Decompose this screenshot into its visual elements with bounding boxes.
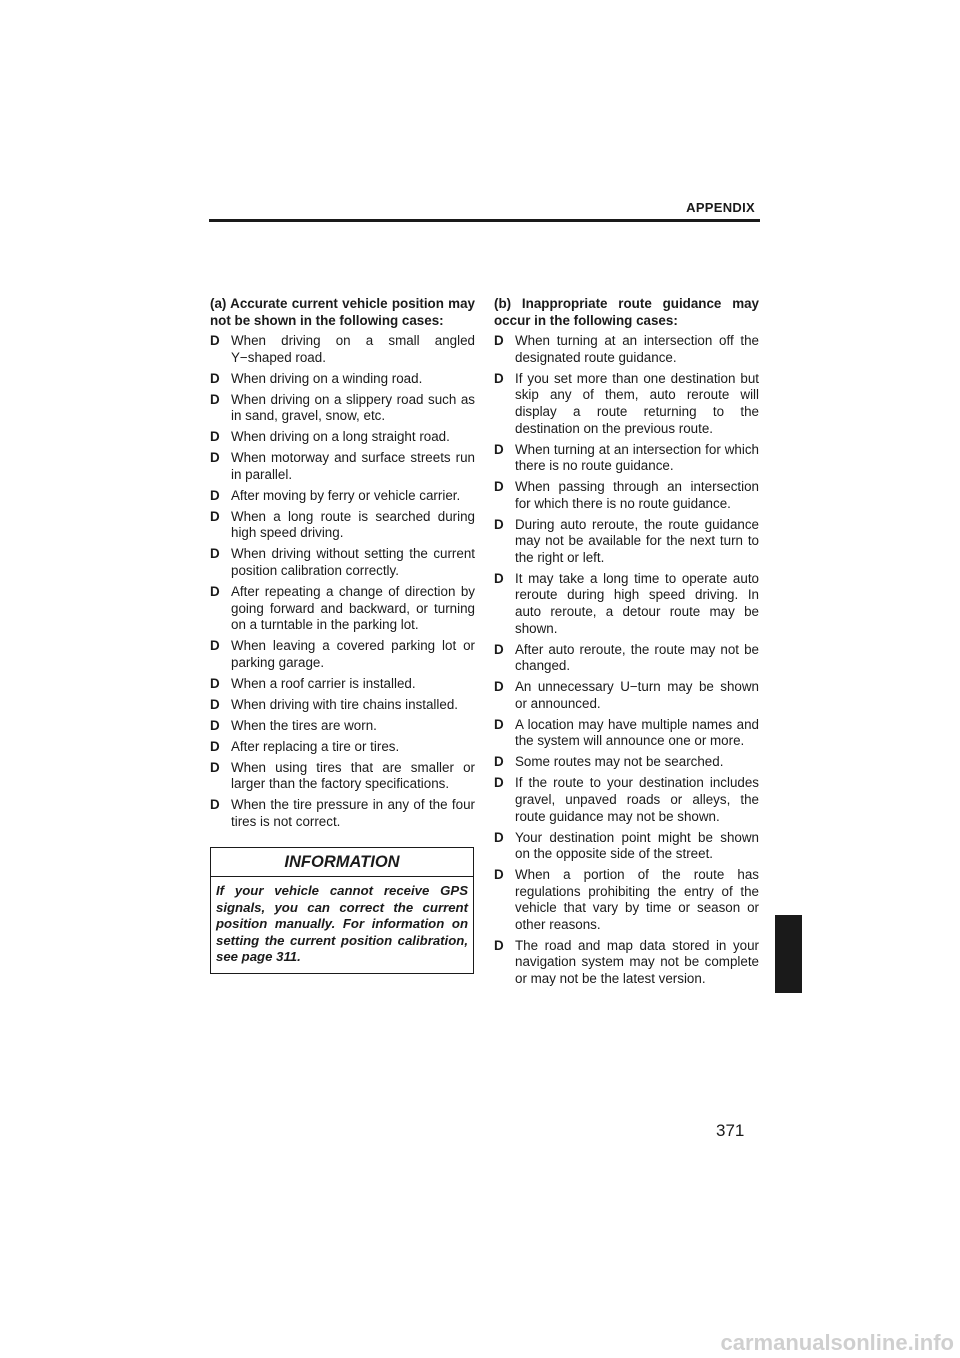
bullet-marker: D <box>494 570 504 586</box>
watermark: carmanualsonline.info <box>720 1330 954 1355</box>
list-item-text: When turning at an intersection off the designated route guidance. <box>515 333 759 365</box>
list-item <box>494 642 759 675</box>
list-item <box>494 479 759 512</box>
bullet-marker: D <box>210 638 220 654</box>
list-item-text: When driving on a small angled Y−shaped road. <box>231 333 475 365</box>
list-item-text: When a roof carrier is installed. <box>231 675 416 691</box>
list-item <box>494 442 759 475</box>
bullet-marker: D <box>494 829 504 845</box>
list-item <box>210 429 475 446</box>
information-body: If your vehicle cannot receive GPS signals, you can correct the current position manually. For information on setting the current position calibration, see page 311. <box>216 883 468 965</box>
list-item <box>494 938 759 988</box>
list-item-text: When motorway and surface streets run in parallel. <box>231 450 475 482</box>
list-item-text: During auto reroute, the route guidance may not be available for the next turn to the right or left. <box>515 516 759 565</box>
bullet-marker: D <box>494 679 504 695</box>
list-item <box>210 450 475 483</box>
bullet-marker: D <box>494 333 504 349</box>
list-item <box>494 830 759 863</box>
list-item-text: After moving by ferry or vehicle carrier. <box>231 487 461 503</box>
list-item-text: If you set more than one destination but skip any of them, auto reroute will display a route returning to the destination on the previous route. <box>515 370 759 436</box>
list-item-text: When driving on a slippery road such as in sand, gravel, snow, etc. <box>231 391 475 424</box>
bullet-marker: D <box>494 937 504 953</box>
list-item <box>210 488 475 505</box>
list-item <box>210 697 475 714</box>
bullet-marker: D <box>210 450 220 466</box>
bullet-marker: D <box>210 797 220 813</box>
list-item-text: Your destination point might be shown on the opposite side of the street. <box>515 829 759 862</box>
list-item-text: After replacing a tire or tires. <box>231 738 400 754</box>
list-item <box>210 718 475 735</box>
list-item <box>210 676 475 693</box>
list-item <box>210 584 475 634</box>
list-item <box>494 371 759 437</box>
bullet-marker: D <box>494 716 504 732</box>
bullet-marker: D <box>494 641 504 657</box>
bullet-marker: D <box>210 429 220 445</box>
bullet-marker: D <box>210 508 220 524</box>
left-column <box>210 296 475 974</box>
left-bullet-list <box>210 333 475 830</box>
list-item <box>210 638 475 671</box>
bullet-marker: D <box>210 738 220 754</box>
list-item <box>210 546 475 579</box>
list-item-text: When a portion of the route has regulations prohibiting the entry of the vehicle that vary by time or season or other reasons. <box>515 867 759 932</box>
bullet-marker: D <box>210 487 220 503</box>
page-number: 371 <box>716 1121 745 1140</box>
information-title: INFORMATION <box>211 848 473 877</box>
list-item <box>494 679 759 712</box>
section-label: APPENDIX <box>686 200 755 215</box>
bullet-marker: D <box>210 370 220 386</box>
left-heading: (a) Accurate current vehicle position may not be shown in the following cases: <box>210 296 475 328</box>
bullet-marker: D <box>210 717 220 733</box>
list-item-text: When driving with tire chains installed. <box>231 696 459 712</box>
list-item <box>210 760 475 793</box>
bullet-marker: D <box>210 759 220 775</box>
list-item <box>494 754 759 771</box>
list-item-text: When driving without setting the current position calibration correctly. <box>231 546 475 579</box>
list-item-text: After auto reroute, the route may not be changed. <box>515 641 759 674</box>
information-box <box>210 847 474 974</box>
list-item-text: When using tires that are smaller or larger than the factory specifications. <box>231 759 475 792</box>
list-item <box>494 571 759 637</box>
list-item-text: When the tires are worn. <box>231 717 377 733</box>
list-item-text: After repeating a change of direction by going forward and backward, or turning on a turntable in the parking lot. <box>231 584 475 633</box>
header-rule <box>209 219 760 222</box>
list-item-text: A location may have multiple names and the system will announce one or more. <box>515 716 759 749</box>
bullet-marker: D <box>494 370 504 386</box>
right-column <box>494 296 759 992</box>
list-item <box>494 717 759 750</box>
bullet-marker: D <box>210 696 220 712</box>
bullet-marker: D <box>494 867 504 883</box>
bullet-marker: D <box>494 441 504 457</box>
bullet-marker: D <box>210 333 220 349</box>
list-item-text: Some routes may not be searched. <box>515 754 724 770</box>
right-bullet-list <box>494 333 759 987</box>
bullet-marker: D <box>494 775 504 791</box>
list-item <box>210 797 475 830</box>
list-item <box>494 517 759 567</box>
list-item-text: When passing through an intersection for which there is no route guidance. <box>515 479 759 511</box>
list-item <box>494 333 759 366</box>
list-item-text: It may take a long time to operate auto reroute during high speed driving. In auto reroute, a detour route may be shown. <box>515 570 759 636</box>
bullet-marker: D <box>494 516 504 532</box>
bullet-marker: D <box>210 675 220 691</box>
list-item <box>494 775 759 825</box>
bullet-marker: D <box>494 754 504 770</box>
list-item-text: When turning at an intersection for which there is no route guidance. <box>515 441 759 474</box>
list-item <box>210 739 475 756</box>
list-item-text: When driving on a winding road. <box>231 370 423 386</box>
list-item <box>494 867 759 933</box>
list-item <box>210 371 475 388</box>
list-item-text: The road and map data stored in your navigation system may not be complete or may not be the latest version. <box>515 937 759 987</box>
list-item-text: An unnecessary U−turn may be shown or announced. <box>515 679 759 711</box>
list-item-text: When a long route is searched during high speed driving. <box>231 508 475 541</box>
bullet-marker: D <box>210 546 220 562</box>
list-item-text: When driving on a long straight road. <box>231 429 450 445</box>
bullet-marker: D <box>210 584 220 600</box>
list-item-text: If the route to your destination includes gravel, unpaved roads or alleys, the route guidance may not be shown. <box>515 775 759 824</box>
bullet-marker: D <box>494 479 504 495</box>
section-tab-marker <box>775 915 802 993</box>
right-heading: (b) Inappropriate route guidance may occur in the following cases: <box>494 296 759 328</box>
list-item <box>210 392 475 425</box>
bullet-marker: D <box>210 391 220 407</box>
list-item <box>210 333 475 366</box>
list-item-text: When leaving a covered parking lot or parking garage. <box>231 638 475 670</box>
list-item-text: When the tire pressure in any of the four tires is not correct. <box>231 797 475 829</box>
list-item <box>210 509 475 542</box>
